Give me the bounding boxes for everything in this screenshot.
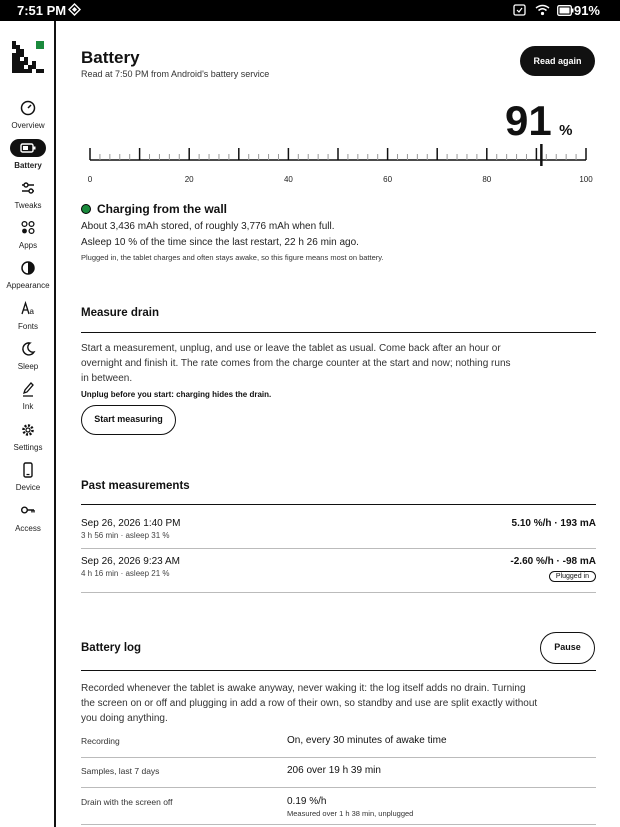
battery-level-scale	[87, 148, 593, 188]
gear-icon	[10, 421, 46, 439]
sidebar-item-label: Appearance	[6, 281, 50, 290]
sidebar-item-access[interactable]	[0, 502, 56, 542]
battery-status-icon	[557, 3, 574, 21]
divider	[81, 787, 596, 788]
page-title: Battery	[81, 48, 140, 67]
status-bar	[0, 0, 620, 21]
divider	[81, 548, 596, 549]
sidebar-item-label: Sleep	[17, 362, 39, 371]
measurement-detail: 4 h 16 min · asleep 21 %	[81, 569, 170, 578]
pen-icon	[10, 380, 46, 398]
scale-label: 80	[482, 175, 492, 184]
measure-warning: Unplug before you start: charging hides the drain.	[81, 390, 272, 399]
gauge-icon	[10, 99, 46, 117]
charging-state	[81, 202, 227, 216]
measure-drain-title: Measure drain	[81, 307, 159, 319]
log-value: 0.19 %/h	[287, 796, 327, 807]
past-measurements-title: Past measurements	[81, 480, 190, 492]
battery-level	[505, 97, 573, 145]
apps-grid-icon	[10, 219, 46, 237]
log-description: Recorded whenever the tablet is awake anyway, never waking it: the log itself adds no drain. Turning the screen on or off and plugging in add a row of their own, so standby and use are split exactly without you doing anything.	[81, 683, 538, 724]
log-sub: Measured over 1 h 38 min, unplugged	[287, 809, 414, 818]
sidebar-item-label: Device	[15, 483, 41, 492]
scale-label: 100	[579, 175, 593, 184]
battery-log-title: Battery log	[81, 642, 142, 654]
sidebar-item-label: Settings	[13, 443, 43, 452]
sidebar-item-ink[interactable]	[0, 380, 56, 420]
battery-level-value: 91	[505, 97, 552, 144]
moon-icon	[10, 340, 46, 358]
sidebar-item-apps[interactable]	[0, 219, 56, 259]
log-key: Drain with the screen off	[81, 797, 173, 807]
sidebar-item-label: Fonts	[17, 322, 38, 331]
measurement-value: -2.60 %/h · -98 mA	[510, 556, 596, 567]
app-logo	[12, 41, 44, 73]
sidebar-item-label: Battery	[14, 161, 42, 170]
charge-stored: About 3,436 mAh stored, of roughly 3,776 mAh when full.	[81, 221, 335, 232]
divider	[81, 332, 596, 333]
charge-asleep: Asleep 10 % of the time since the last restart, 22 h 26 min ago.	[81, 237, 359, 248]
start-measuring-button[interactable]: Start measuring	[81, 405, 176, 435]
scale-label: 0	[87, 175, 93, 184]
sidebar-item-label: Access	[15, 524, 41, 533]
charge-note: Plugged in, the tablet charges and often stays awake, so this figure means most on battery.	[81, 253, 384, 262]
contrast-icon	[10, 259, 46, 277]
sidebar-item-fonts[interactable]	[0, 300, 56, 340]
sidebar-item-sleep[interactable]	[0, 340, 56, 380]
divider	[81, 824, 596, 825]
tablet-icon	[10, 461, 46, 479]
status-battery-percent: 91%	[573, 3, 600, 18]
plugged-in-badge: Plugged in	[549, 571, 596, 582]
sidebar-item-device[interactable]	[0, 461, 56, 501]
sliders-icon	[10, 179, 46, 197]
log-value: 206 over 19 h 39 min	[287, 765, 381, 776]
measurement-date: Sep 26, 2026 1:40 PM	[81, 518, 181, 529]
measurement-date: Sep 26, 2026 9:23 AM	[81, 556, 180, 567]
notification-icon	[68, 3, 81, 21]
font-icon	[10, 300, 46, 318]
log-key: Samples, last 7 days	[81, 766, 160, 776]
sidebar-item-battery[interactable]	[0, 139, 56, 179]
measure-description: Start a measurement, unplug, and use or leave the tablet as usual. Come back after an hour or overnight and finish it. The rate comes from the charge counter at the start and now; nothing runs in between.	[81, 343, 511, 384]
page-subtitle: Read at 7:50 PM from Android's battery service	[81, 69, 270, 79]
divider	[81, 757, 596, 758]
sidebar-item-settings[interactable]	[0, 421, 56, 461]
scale-svg	[87, 148, 593, 188]
divider	[81, 670, 596, 671]
svg-text:a: a	[29, 307, 34, 316]
sidebar-item-label: Ink	[22, 402, 34, 411]
divider	[81, 504, 596, 505]
log-value: On, every 30 minutes of awake time	[287, 735, 447, 746]
sidebar-item-overview[interactable]	[0, 99, 56, 139]
sidebar-item-label: Overview	[11, 121, 45, 130]
battery-level-unit: %	[559, 122, 573, 139]
measurement-value: 5.10 %/h · 193 mA	[511, 518, 596, 529]
read-again-button[interactable]: Read again	[520, 46, 595, 76]
main-content	[57, 21, 620, 827]
screenshot-icon	[513, 3, 526, 21]
scale-label: 20	[184, 175, 194, 184]
battery-icon	[10, 139, 46, 157]
pause-button[interactable]: Pause	[540, 632, 595, 664]
status-time: 7:51 PM	[17, 3, 67, 18]
scale-label: 40	[283, 175, 293, 184]
sidebar-item-tweaks[interactable]	[0, 179, 56, 219]
log-key: Recording	[81, 736, 120, 746]
charging-dot-icon	[81, 204, 91, 214]
key-icon	[10, 502, 46, 520]
charging-state-text: Charging from the wall	[97, 202, 228, 216]
divider	[81, 592, 596, 593]
sidebar-item-label: Tweaks	[14, 201, 42, 210]
sidebar-item-label: Apps	[18, 241, 38, 250]
scale-label: 60	[383, 175, 393, 184]
sidebar	[0, 21, 56, 827]
sidebar-item-appearance[interactable]	[0, 259, 56, 299]
measurement-detail: 3 h 56 min · asleep 31 %	[81, 531, 170, 540]
wifi-icon	[535, 3, 550, 21]
